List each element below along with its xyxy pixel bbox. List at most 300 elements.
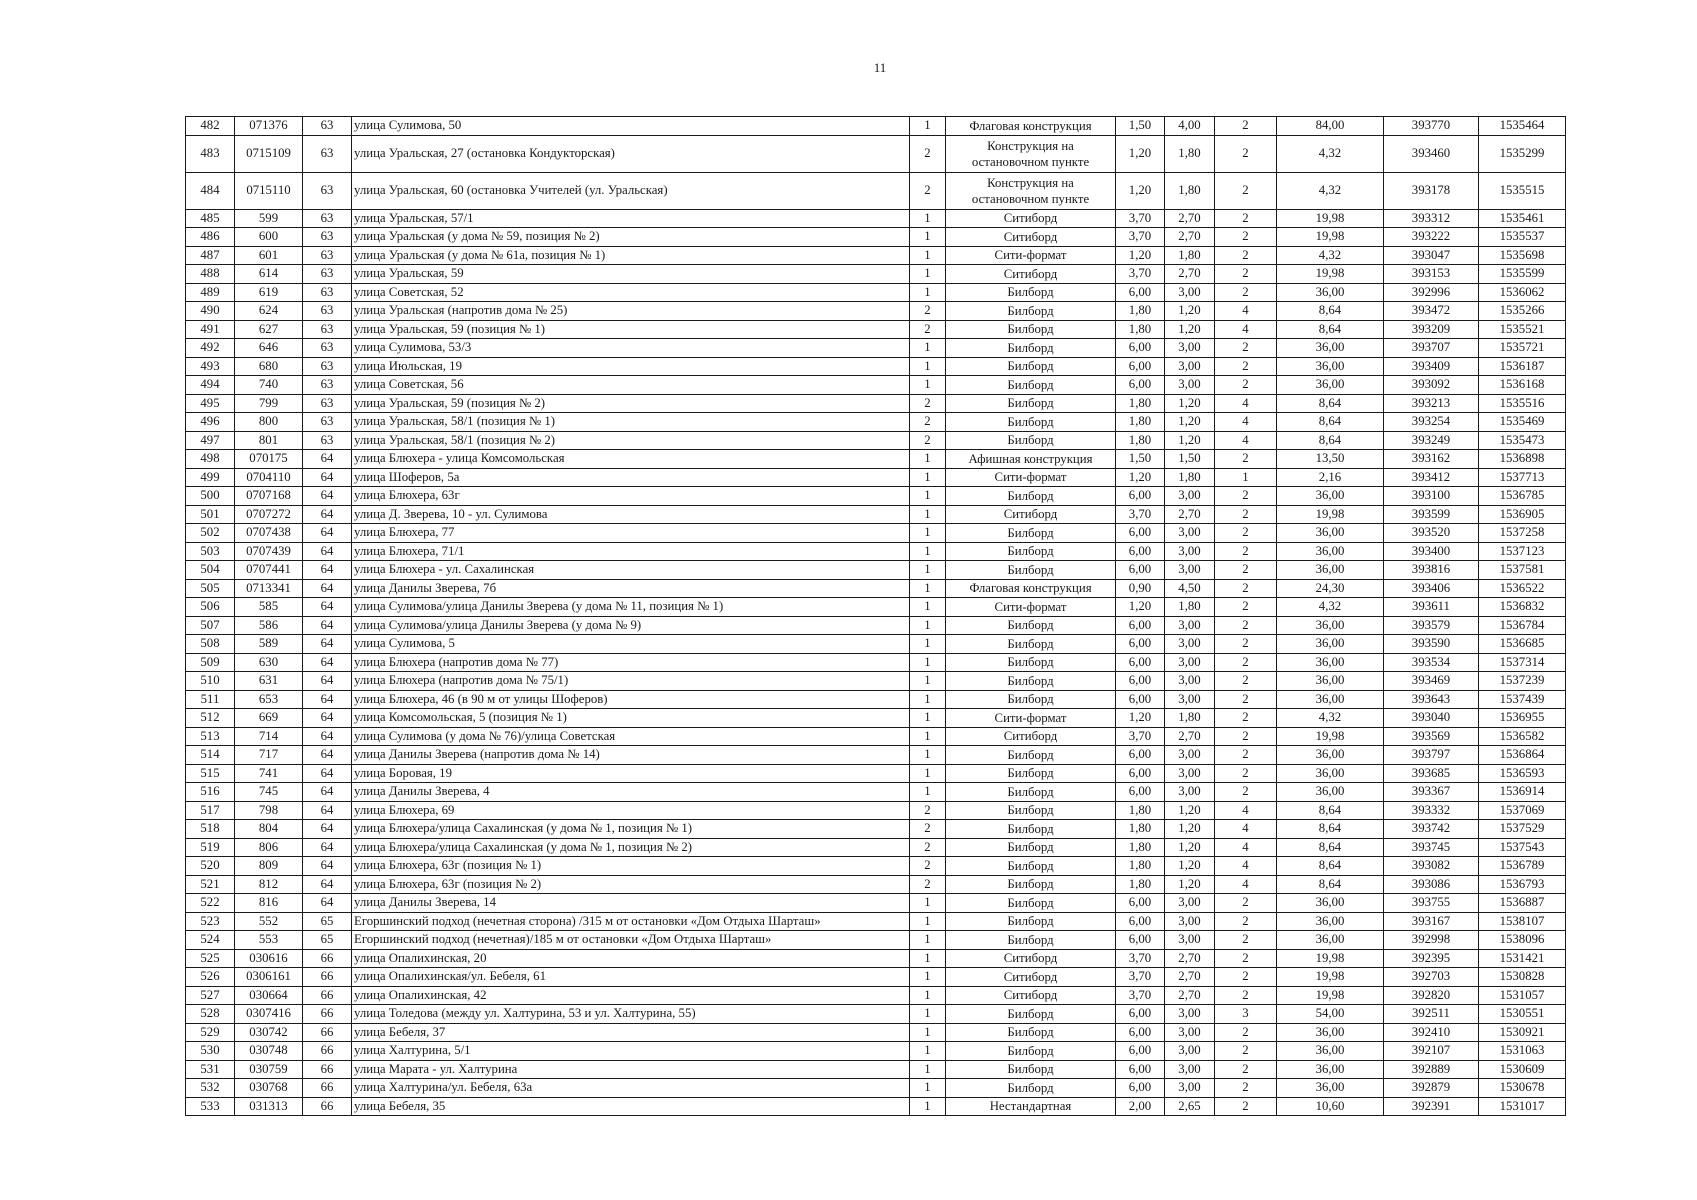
cell-structure-type: Билборд [946, 931, 1116, 950]
cell-sides: 2 [1215, 764, 1277, 783]
table-row [186, 1005, 1566, 1024]
cell-height: 2,65 [1165, 1097, 1215, 1116]
cell-coord-y: 1536898 [1479, 450, 1566, 469]
cell-height: 2,70 [1165, 968, 1215, 987]
cell-area: 19,98 [1277, 209, 1384, 228]
cell-structure-id: 740 [235, 376, 303, 395]
cell-sides: 2 [1215, 487, 1277, 506]
cell-sides-count: 2 [910, 857, 946, 876]
cell-sides: 2 [1215, 246, 1277, 265]
table-row [186, 1023, 1566, 1042]
cell-structure-type: Конструкция на остановочном пункте [946, 135, 1116, 172]
cell-row-number: 487 [186, 246, 235, 265]
cell-district-code: 63 [303, 357, 352, 376]
cell-sides: 2 [1215, 690, 1277, 709]
cell-width: 1,20 [1116, 468, 1165, 487]
cell-row-number: 489 [186, 283, 235, 302]
cell-height: 3,00 [1165, 487, 1215, 506]
cell-sides-count: 1 [910, 339, 946, 358]
cell-sides-count: 1 [910, 764, 946, 783]
cell-address: улица Сулимова (у дома № 76)/улица Советская [352, 727, 910, 746]
cell-structure-type: Билборд [946, 746, 1116, 765]
cell-structure-id: 0307416 [235, 1005, 303, 1024]
cell-district-code: 66 [303, 986, 352, 1005]
cell-coord-x: 393412 [1384, 468, 1479, 487]
cell-coord-x: 393167 [1384, 912, 1479, 931]
cell-structure-id: 804 [235, 820, 303, 839]
cell-address: улица Блюхера, 77 [352, 524, 910, 543]
cell-area: 36,00 [1277, 561, 1384, 580]
cell-address: улица Боровая, 19 [352, 764, 910, 783]
cell-area: 19,98 [1277, 228, 1384, 247]
cell-width: 3,70 [1116, 209, 1165, 228]
cell-address: Егоршинский подход (нечетная)/185 м от остановки «Дом Отдыха Шарташ» [352, 931, 910, 950]
cell-width: 1,20 [1116, 172, 1165, 209]
cell-structure-type: Билборд [946, 1005, 1116, 1024]
cell-area: 36,00 [1277, 635, 1384, 654]
cell-row-number: 531 [186, 1060, 235, 1079]
cell-area: 8,64 [1277, 820, 1384, 839]
cell-structure-type: Ситиборд [946, 986, 1116, 1005]
cell-coord-x: 392879 [1384, 1079, 1479, 1098]
cell-sides: 4 [1215, 875, 1277, 894]
cell-width: 1,20 [1116, 246, 1165, 265]
table-row [186, 320, 1566, 339]
table-row [186, 653, 1566, 672]
cell-row-number: 488 [186, 265, 235, 284]
cell-sides: 2 [1215, 542, 1277, 561]
table-row [186, 1042, 1566, 1061]
cell-district-code: 64 [303, 857, 352, 876]
cell-row-number: 492 [186, 339, 235, 358]
cell-coord-x: 393254 [1384, 413, 1479, 432]
cell-structure-id: 030768 [235, 1079, 303, 1098]
cell-coord-x: 393599 [1384, 505, 1479, 524]
cell-height: 2,70 [1165, 949, 1215, 968]
cell-sides: 2 [1215, 1023, 1277, 1042]
cell-area: 8,64 [1277, 838, 1384, 857]
cell-district-code: 64 [303, 468, 352, 487]
cell-width: 6,00 [1116, 376, 1165, 395]
cell-coord-x: 393367 [1384, 783, 1479, 802]
cell-address: улица Сулимова, 53/3 [352, 339, 910, 358]
cell-row-number: 509 [186, 653, 235, 672]
cell-district-code: 64 [303, 561, 352, 580]
cell-width: 6,00 [1116, 339, 1165, 358]
cell-coord-x: 393400 [1384, 542, 1479, 561]
cell-sides-count: 1 [910, 598, 946, 617]
cell-row-number: 491 [186, 320, 235, 339]
cell-structure-id: 599 [235, 209, 303, 228]
cell-row-number: 522 [186, 894, 235, 913]
table-row [186, 209, 1566, 228]
table-row [186, 246, 1566, 265]
cell-structure-type: Билборд [946, 820, 1116, 839]
cell-district-code: 63 [303, 376, 352, 395]
cell-row-number: 530 [186, 1042, 235, 1061]
cell-address: улица Блюхера, 46 (в 90 м от улицы Шоферов) [352, 690, 910, 709]
cell-district-code: 64 [303, 690, 352, 709]
cell-height: 3,00 [1165, 1005, 1215, 1024]
cell-structure-type: Билборд [946, 302, 1116, 321]
cell-address: улица Данилы Зверева (напротив дома № 14) [352, 746, 910, 765]
cell-height: 3,00 [1165, 672, 1215, 691]
cell-district-code: 64 [303, 616, 352, 635]
cell-width: 6,00 [1116, 912, 1165, 931]
cell-row-number: 505 [186, 579, 235, 598]
cell-coord-x: 393472 [1384, 302, 1479, 321]
table-row [186, 135, 1566, 172]
cell-area: 2,16 [1277, 468, 1384, 487]
cell-address: улица Блюхера/улица Сахалинская (у дома № 1, позиция № 2) [352, 838, 910, 857]
table-row [186, 727, 1566, 746]
cell-area: 36,00 [1277, 653, 1384, 672]
cell-width: 1,20 [1116, 598, 1165, 617]
table-row [186, 783, 1566, 802]
cell-district-code: 64 [303, 635, 352, 654]
cell-coord-x: 393332 [1384, 801, 1479, 820]
cell-height: 3,00 [1165, 1023, 1215, 1042]
cell-coord-y: 1530828 [1479, 968, 1566, 987]
cell-sides-count: 1 [910, 986, 946, 1005]
cell-row-number: 501 [186, 505, 235, 524]
cell-structure-id: 800 [235, 413, 303, 432]
cell-coord-y: 1535698 [1479, 246, 1566, 265]
table-row [186, 764, 1566, 783]
table-row [186, 376, 1566, 395]
cell-structure-type: Билборд [946, 912, 1116, 931]
cell-row-number: 518 [186, 820, 235, 839]
cell-district-code: 66 [303, 1079, 352, 1098]
cell-structure-type: Билборд [946, 875, 1116, 894]
cell-row-number: 499 [186, 468, 235, 487]
cell-height: 1,20 [1165, 302, 1215, 321]
cell-coord-y: 1537314 [1479, 653, 1566, 672]
cell-sides: 4 [1215, 413, 1277, 432]
cell-address: улица Данилы Зверева, 4 [352, 783, 910, 802]
cell-structure-type: Флаговая конструкция [946, 579, 1116, 598]
cell-height: 1,20 [1165, 838, 1215, 857]
cell-coord-y: 1537543 [1479, 838, 1566, 857]
table-row [186, 912, 1566, 931]
cell-structure-id: 614 [235, 265, 303, 284]
table-row [186, 542, 1566, 561]
cell-row-number: 512 [186, 709, 235, 728]
cell-structure-type: Билборд [946, 1042, 1116, 1061]
cell-sides-count: 1 [910, 542, 946, 561]
cell-sides: 2 [1215, 1042, 1277, 1061]
cell-sides-count: 1 [910, 968, 946, 987]
cell-address: улица Халтурина/ул. Бебеля, 63а [352, 1079, 910, 1098]
cell-structure-id: 553 [235, 931, 303, 950]
cell-coord-x: 393040 [1384, 709, 1479, 728]
cell-row-number: 493 [186, 357, 235, 376]
cell-coord-x: 393100 [1384, 487, 1479, 506]
cell-district-code: 63 [303, 246, 352, 265]
table-row [186, 857, 1566, 876]
cell-sides-count: 1 [910, 265, 946, 284]
cell-height: 1,20 [1165, 320, 1215, 339]
cell-row-number: 506 [186, 598, 235, 617]
table-row [186, 394, 1566, 413]
cell-structure-type: Билборд [946, 283, 1116, 302]
cell-sides-count: 2 [910, 801, 946, 820]
cell-district-code: 64 [303, 579, 352, 598]
page-number: 11 [873, 60, 887, 75]
table-row [186, 302, 1566, 321]
cell-address: улица Уральская, 60 (остановка Учителей (ул. Уральская) [352, 172, 910, 209]
cell-sides: 2 [1215, 1079, 1277, 1098]
cell-district-code: 63 [303, 135, 352, 172]
cell-coord-y: 1536864 [1479, 746, 1566, 765]
cell-row-number: 495 [186, 394, 235, 413]
cell-address: улица Уральская, 58/1 (позиция № 2) [352, 431, 910, 450]
cell-structure-type: Билборд [946, 487, 1116, 506]
cell-height: 4,00 [1165, 117, 1215, 136]
cell-coord-y: 1537239 [1479, 672, 1566, 691]
cell-structure-type: Билборд [946, 672, 1116, 691]
cell-district-code: 66 [303, 1023, 352, 1042]
cell-structure-type: Афишная конструкция [946, 450, 1116, 469]
cell-sides: 4 [1215, 838, 1277, 857]
cell-structure-id: 070175 [235, 450, 303, 469]
cell-structure-id: 030742 [235, 1023, 303, 1042]
cell-district-code: 64 [303, 709, 352, 728]
cell-address: Егоршинский подход (нечетная сторона) /315 м от остановки «Дом Отдыха Шарташ» [352, 912, 910, 931]
table-row [186, 746, 1566, 765]
cell-width: 6,00 [1116, 783, 1165, 802]
cell-area: 4,32 [1277, 709, 1384, 728]
cell-address: улица Опалихинская/ул. Бебеля, 61 [352, 968, 910, 987]
cell-sides-count: 1 [910, 283, 946, 302]
cell-area: 36,00 [1277, 931, 1384, 950]
cell-height: 3,00 [1165, 635, 1215, 654]
cell-coord-y: 1530551 [1479, 1005, 1566, 1024]
cell-row-number: 504 [186, 561, 235, 580]
cell-height: 1,20 [1165, 801, 1215, 820]
cell-coord-y: 1535473 [1479, 431, 1566, 450]
cell-height: 1,20 [1165, 394, 1215, 413]
cell-width: 6,00 [1116, 1005, 1165, 1024]
cell-structure-id: 589 [235, 635, 303, 654]
cell-coord-y: 1535515 [1479, 172, 1566, 209]
cell-sides: 2 [1215, 283, 1277, 302]
cell-coord-x: 393092 [1384, 376, 1479, 395]
cell-row-number: 496 [186, 413, 235, 432]
table-row [186, 283, 1566, 302]
cell-coord-x: 393611 [1384, 598, 1479, 617]
cell-structure-type: Нестандартная [946, 1097, 1116, 1116]
cell-coord-y: 1537529 [1479, 820, 1566, 839]
cell-structure-id: 809 [235, 857, 303, 876]
cell-width: 1,80 [1116, 801, 1165, 820]
cell-width: 3,70 [1116, 986, 1165, 1005]
cell-district-code: 64 [303, 450, 352, 469]
cell-district-code: 65 [303, 912, 352, 931]
cell-sides: 2 [1215, 172, 1277, 209]
cell-height: 3,00 [1165, 894, 1215, 913]
cell-structure-type: Билборд [946, 616, 1116, 635]
cell-structure-id: 0715109 [235, 135, 303, 172]
cell-width: 6,00 [1116, 635, 1165, 654]
cell-structure-type: Билборд [946, 838, 1116, 857]
cell-district-code: 64 [303, 746, 352, 765]
cell-height: 3,00 [1165, 616, 1215, 635]
cell-address: улица Уральская, 27 (остановка Кондукторская) [352, 135, 910, 172]
cell-row-number: 527 [186, 986, 235, 1005]
cell-row-number: 521 [186, 875, 235, 894]
cell-address: улица Блюхера, 71/1 [352, 542, 910, 561]
cell-structure-id: 624 [235, 302, 303, 321]
cell-structure-type: Билборд [946, 1023, 1116, 1042]
cell-address: улица Опалихинская, 20 [352, 949, 910, 968]
cell-height: 3,00 [1165, 783, 1215, 802]
cell-structure-type: Билборд [946, 635, 1116, 654]
cell-height: 1,20 [1165, 875, 1215, 894]
cell-district-code: 63 [303, 283, 352, 302]
cell-address: улица Бебеля, 35 [352, 1097, 910, 1116]
table-row [186, 117, 1566, 136]
cell-sides: 2 [1215, 339, 1277, 358]
cell-coord-y: 1536905 [1479, 505, 1566, 524]
cell-coord-y: 1536168 [1479, 376, 1566, 395]
cell-coord-x: 393082 [1384, 857, 1479, 876]
cell-structure-id: 619 [235, 283, 303, 302]
cell-district-code: 64 [303, 764, 352, 783]
cell-sides-count: 1 [910, 894, 946, 913]
cell-sides-count: 1 [910, 524, 946, 543]
cell-coord-y: 1536187 [1479, 357, 1566, 376]
cell-sides-count: 2 [910, 302, 946, 321]
cell-area: 24,30 [1277, 579, 1384, 598]
cell-sides-count: 2 [910, 172, 946, 209]
cell-district-code: 64 [303, 838, 352, 857]
cell-height: 1,20 [1165, 820, 1215, 839]
cell-coord-x: 392889 [1384, 1060, 1479, 1079]
cell-coord-x: 393460 [1384, 135, 1479, 172]
cell-sides-count: 1 [910, 931, 946, 950]
cell-structure-type: Билборд [946, 783, 1116, 802]
cell-structure-type: Билборд [946, 1060, 1116, 1079]
cell-address: улица Блюхера (напротив дома № 75/1) [352, 672, 910, 691]
cell-coord-x: 393742 [1384, 820, 1479, 839]
cell-row-number: 508 [186, 635, 235, 654]
cell-coord-y: 1536789 [1479, 857, 1566, 876]
cell-row-number: 498 [186, 450, 235, 469]
cell-sides: 4 [1215, 302, 1277, 321]
cell-structure-id: 741 [235, 764, 303, 783]
cell-coord-y: 1535521 [1479, 320, 1566, 339]
cell-sides-count: 1 [910, 505, 946, 524]
cell-area: 36,00 [1277, 1079, 1384, 1098]
cell-district-code: 64 [303, 875, 352, 894]
cell-coord-x: 393312 [1384, 209, 1479, 228]
cell-structure-id: 0707438 [235, 524, 303, 543]
cell-structure-type: Билборд [946, 653, 1116, 672]
cell-row-number: 482 [186, 117, 235, 136]
cell-sides: 2 [1215, 709, 1277, 728]
cell-width: 3,70 [1116, 228, 1165, 247]
table-body [186, 117, 1566, 1116]
cell-structure-type: Флаговая конструкция [946, 117, 1116, 136]
cell-coord-x: 393797 [1384, 746, 1479, 765]
cell-address: улица Блюхера, 63г (позиция № 1) [352, 857, 910, 876]
table-row [186, 228, 1566, 247]
cell-address: улица Сулимова/улица Данилы Зверева (у дома № 11, позиция № 1) [352, 598, 910, 617]
cell-coord-y: 1531063 [1479, 1042, 1566, 1061]
table-row [186, 524, 1566, 543]
cell-district-code: 63 [303, 117, 352, 136]
cell-district-code: 66 [303, 949, 352, 968]
cell-coord-x: 392107 [1384, 1042, 1479, 1061]
cell-coord-y: 1535721 [1479, 339, 1566, 358]
cell-district-code: 64 [303, 801, 352, 820]
cell-district-code: 64 [303, 783, 352, 802]
cell-structure-id: 071376 [235, 117, 303, 136]
cell-coord-x: 393086 [1384, 875, 1479, 894]
cell-row-number: 525 [186, 949, 235, 968]
cell-coord-x: 392703 [1384, 968, 1479, 987]
cell-row-number: 513 [186, 727, 235, 746]
cell-district-code: 64 [303, 524, 352, 543]
cell-sides-count: 1 [910, 228, 946, 247]
cell-address: улица Опалихинская, 42 [352, 986, 910, 1005]
cell-coord-x: 392511 [1384, 1005, 1479, 1024]
cell-height: 3,00 [1165, 653, 1215, 672]
cell-width: 6,00 [1116, 283, 1165, 302]
cell-sides: 2 [1215, 1097, 1277, 1116]
cell-structure-id: 586 [235, 616, 303, 635]
cell-coord-x: 393213 [1384, 394, 1479, 413]
cell-structure-id: 653 [235, 690, 303, 709]
cell-area: 8,64 [1277, 320, 1384, 339]
cell-district-code: 63 [303, 302, 352, 321]
cell-height: 1,80 [1165, 709, 1215, 728]
cell-sides: 2 [1215, 598, 1277, 617]
cell-coord-y: 1530609 [1479, 1060, 1566, 1079]
table-row [186, 1079, 1566, 1098]
cell-district-code: 66 [303, 1060, 352, 1079]
cell-coord-x: 393745 [1384, 838, 1479, 857]
cell-area: 84,00 [1277, 117, 1384, 136]
cell-width: 3,70 [1116, 968, 1165, 987]
cell-coord-y: 1536887 [1479, 894, 1566, 913]
cell-coord-x: 393579 [1384, 616, 1479, 635]
cell-structure-id: 801 [235, 431, 303, 450]
cell-sides: 2 [1215, 912, 1277, 931]
cell-area: 19,98 [1277, 949, 1384, 968]
cell-area: 36,00 [1277, 542, 1384, 561]
cell-height: 3,00 [1165, 524, 1215, 543]
table-row [186, 413, 1566, 432]
table-row [186, 339, 1566, 358]
cell-structure-type: Билборд [946, 376, 1116, 395]
cell-district-code: 66 [303, 1042, 352, 1061]
cell-area: 36,00 [1277, 376, 1384, 395]
table-row [186, 616, 1566, 635]
cell-structure-type: Билборд [946, 413, 1116, 432]
cell-address: улица Уральская, 59 (позиция № 2) [352, 394, 910, 413]
cell-coord-x: 393816 [1384, 561, 1479, 580]
cell-address: улица Бебеля, 37 [352, 1023, 910, 1042]
cell-height: 1,80 [1165, 135, 1215, 172]
cell-coord-x: 393569 [1384, 727, 1479, 746]
cell-width: 6,00 [1116, 542, 1165, 561]
cell-sides-count: 1 [910, 690, 946, 709]
cell-structure-id: 630 [235, 653, 303, 672]
cell-area: 36,00 [1277, 487, 1384, 506]
cell-row-number: 510 [186, 672, 235, 691]
